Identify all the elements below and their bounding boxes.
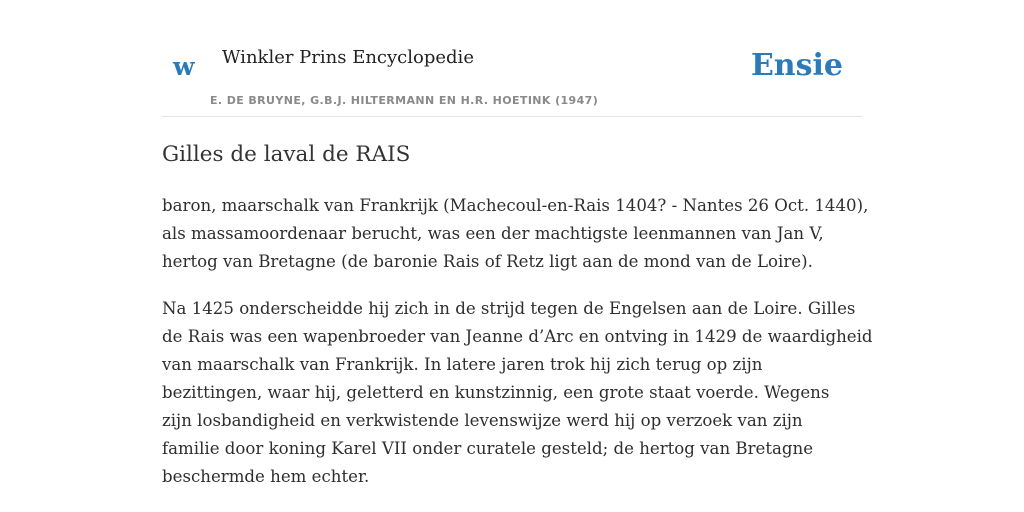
paragraph-line: baron, maarschalk van Frankrijk (Machecoul-en-Rais 1404? - Nantes 26 Oct. 1440), xyxy=(162,196,869,215)
paragraph-line: familie door koning Karel VII onder curatele gesteld; de hertog van Bretagne xyxy=(162,439,814,458)
publication-title[interactable]: Winkler Prins Encyclopedie xyxy=(222,47,474,68)
paragraph-line: als massamoordenaar berucht, was een der machtigste leenmannen van Jan V, xyxy=(162,224,824,243)
paragraph-line: van maarschalk van Frankrijk. In latere jaren trok hij zich terug op zijn xyxy=(162,355,763,374)
paragraph-line: de Rais was een wapenbroeder van Jeanne d’Arc en ontving in 1429 de waardigheid xyxy=(162,327,873,346)
paragraph-line: hertog van Bretagne (de baronie Rais of Retz ligt aan de mond van de Loire). xyxy=(162,252,813,271)
paragraph-line: zijn losbandigheid en verkwistende levenswijze werd hij op verzoek van zijn xyxy=(162,411,803,430)
article-paragraph-2 xyxy=(162,295,873,491)
article-title: Gilles de laval de RAIS xyxy=(162,142,411,167)
publication-authors: E. DE BRUYNE, G.B.J. HILTERMANN EN H.R. HOETINK (1947) xyxy=(210,94,599,107)
paragraph-line: beschermde hem echter. xyxy=(162,467,370,486)
paragraph-line: bezittingen, waar hij, geletterd en kunstzinnig, een grote staat voerde. Wegens xyxy=(162,383,830,402)
ensie-brand-link[interactable]: Ensie xyxy=(750,48,843,83)
header xyxy=(162,0,862,117)
winkler-prins-logo-icon[interactable]: w xyxy=(173,52,195,81)
paragraph-line: Na 1425 onderscheidde hij zich in de strijd tegen de Engelsen aan de Loire. Gilles xyxy=(162,299,856,318)
article-paragraph-1 xyxy=(162,192,869,276)
page-container xyxy=(162,0,873,486)
